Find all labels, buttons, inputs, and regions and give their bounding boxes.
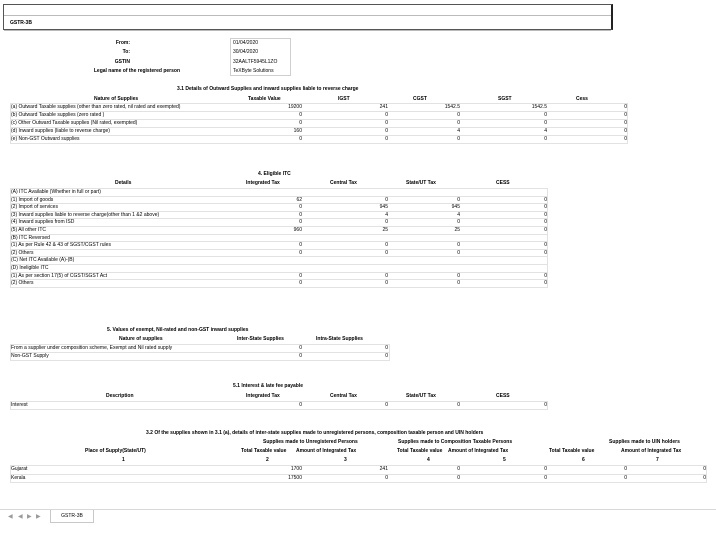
s32-cell[interactable]: 17500 bbox=[288, 474, 302, 481]
s51-header-central: Central Tax bbox=[330, 393, 357, 399]
s4-cell[interactable]: 0 bbox=[544, 211, 547, 218]
s5-cell[interactable]: 0 bbox=[299, 353, 302, 359]
s4-row-label: (D) Ineligible ITC bbox=[11, 265, 49, 271]
s31-row-label: (e) Non-GST Outward supplies bbox=[11, 136, 80, 142]
s4-cell[interactable]: 0 bbox=[544, 249, 547, 256]
s31-row-label: (d) Inward supplies (liable to reverse charge) bbox=[11, 128, 110, 134]
s31-header-taxable: Taxable Value bbox=[248, 96, 281, 102]
s32-colnum-6: 6 bbox=[582, 457, 585, 463]
section-5-title: 5. Values of exempt, Nil-rated and non-GST inward supplies bbox=[107, 327, 249, 333]
table-row bbox=[10, 352, 390, 361]
s31-header-igst: IGST bbox=[338, 96, 350, 102]
legal-name-value[interactable]: TeXByte Solutions bbox=[233, 68, 274, 74]
s31-cell[interactable]: 0 bbox=[457, 120, 460, 126]
s32-cell[interactable]: 0 bbox=[385, 474, 388, 481]
s4-cell[interactable]: 960 bbox=[293, 227, 302, 233]
s4-header-integrated: Integrated Tax bbox=[246, 180, 280, 186]
s4-cell[interactable]: 62 bbox=[296, 196, 302, 203]
s32-colnum-5: 5 bbox=[503, 457, 506, 463]
s4-cell[interactable]: 0 bbox=[457, 242, 460, 249]
table-row bbox=[10, 401, 548, 410]
s4-header-state: State/UT Tax bbox=[406, 180, 436, 186]
s4-cell[interactable]: 0 bbox=[457, 219, 460, 226]
s4-row-label: (B) ITC Reversed bbox=[11, 234, 50, 241]
s4-cell[interactable]: 0 bbox=[299, 204, 302, 211]
s32-colnum-2: 2 bbox=[266, 457, 269, 463]
first-sheet-icon[interactable]: ◀ bbox=[8, 514, 13, 520]
s4-cell[interactable]: 0 bbox=[385, 272, 388, 279]
s4-cell[interactable]: 945 bbox=[451, 204, 460, 211]
active-cell[interactable] bbox=[4, 15, 611, 31]
s32-cell[interactable]: 0 bbox=[457, 466, 460, 472]
header-value-box bbox=[230, 38, 291, 76]
s4-cell[interactable]: 0 bbox=[544, 280, 547, 287]
s4-cell[interactable]: 0 bbox=[457, 280, 460, 287]
s4-cell[interactable]: 0 bbox=[457, 249, 460, 256]
s31-cell[interactable]: 160 bbox=[293, 128, 302, 134]
s4-row-label: (A) ITC Available (Whether in full or part) bbox=[11, 189, 101, 195]
s32-colnum-3: 3 bbox=[344, 457, 347, 463]
s31-header-sgst: SGST bbox=[498, 96, 512, 102]
s31-row-label: (a) Outward Taxable supplies (other than zero rated, nil rated and exempted) bbox=[11, 104, 181, 110]
s4-row-label: (2) Others bbox=[11, 280, 34, 287]
s32-cell[interactable]: 1700 bbox=[290, 466, 302, 472]
to-label: To: bbox=[122, 49, 130, 55]
s4-cell[interactable]: 0 bbox=[299, 249, 302, 256]
s4-cell[interactable]: 0 bbox=[385, 249, 388, 256]
s31-cell[interactable]: 0 bbox=[624, 112, 627, 118]
section-3-1-title: 3.1 Details of Outward Supplies and inward supplies liable to reverse charge bbox=[177, 86, 359, 92]
from-label: From: bbox=[115, 40, 130, 46]
s5-header-intra: Intra-State Supplies bbox=[316, 336, 363, 342]
s32-sub-1: Amount of Integrated Tax bbox=[296, 448, 357, 454]
table-row bbox=[10, 135, 628, 144]
s4-row-label: (3) Inward supplies liable to reverse charge(other than 1 &2 above) bbox=[11, 211, 160, 218]
s31-header-cgst: CGST bbox=[413, 96, 427, 102]
s4-row-label: (4) Inward supplies from ISD bbox=[11, 219, 75, 226]
s4-cell[interactable]: 0 bbox=[457, 196, 460, 203]
sheet-name-box[interactable] bbox=[3, 4, 613, 30]
sheet-name-text: GSTR-3B bbox=[10, 20, 32, 26]
s32-cell[interactable]: 0 bbox=[624, 466, 627, 472]
s31-cell[interactable]: 0 bbox=[457, 112, 460, 118]
s5-header-nature: Nature of supplies bbox=[119, 336, 163, 342]
s31-cell[interactable]: 4 bbox=[457, 128, 460, 134]
s31-cell[interactable]: 19200 bbox=[288, 104, 302, 110]
s4-cell[interactable]: 0 bbox=[299, 242, 302, 249]
gstin-value[interactable]: 32AALTF5945L1ZO bbox=[233, 59, 278, 65]
s51-header-cess: CESS bbox=[496, 393, 510, 399]
s32-group-composition: Supplies made to Composition Taxable Persons bbox=[398, 439, 513, 445]
s31-cell[interactable]: 0 bbox=[457, 136, 460, 142]
s4-row-label: (1) As per Rule 42 & 43 of SGST/CGST rules bbox=[11, 242, 111, 249]
s4-header-cess: CESS bbox=[496, 180, 510, 186]
from-value[interactable]: 01/04/2020 bbox=[233, 40, 259, 46]
s4-cell[interactable]: 0 bbox=[299, 211, 302, 218]
s32-row-label: Kerala bbox=[11, 474, 26, 481]
gstin-label: GSTIN bbox=[114, 59, 130, 65]
s31-cell[interactable]: 4 bbox=[544, 128, 547, 134]
s4-cell[interactable]: 0 bbox=[544, 219, 547, 226]
s4-cell[interactable]: 25 bbox=[454, 227, 460, 233]
table-row bbox=[10, 279, 548, 288]
s31-cell[interactable]: 0 bbox=[544, 120, 547, 126]
s32-cell[interactable]: 0 bbox=[703, 474, 706, 481]
s5-row-label: Non-GST Supply bbox=[11, 353, 49, 359]
s4-cell[interactable]: 0 bbox=[385, 219, 388, 226]
s4-cell[interactable]: 4 bbox=[385, 211, 388, 218]
s32-cell[interactable]: 0 bbox=[544, 474, 547, 481]
sheet-tab-bar bbox=[0, 509, 716, 524]
s4-cell[interactable]: 0 bbox=[299, 219, 302, 226]
s31-row-label: (c) Other Outward Taxable supplies (Nil rated, exempted) bbox=[11, 120, 138, 126]
last-sheet-icon[interactable]: ▶ bbox=[36, 514, 41, 520]
legal-name-label: Legal name of the registered person bbox=[93, 68, 180, 74]
section-4-title: 4. Eligible ITC bbox=[258, 171, 291, 177]
s31-cell[interactable]: 0 bbox=[299, 120, 302, 126]
s51-cell[interactable]: 0 bbox=[299, 402, 302, 408]
s31-cell[interactable]: 0 bbox=[544, 112, 547, 118]
sheet-tab-gstr3b[interactable]: GSTR-3B bbox=[50, 510, 94, 523]
s4-cell[interactable]: 25 bbox=[382, 227, 388, 233]
s4-cell[interactable]: 0 bbox=[385, 196, 388, 203]
s31-cell[interactable]: 0 bbox=[299, 136, 302, 142]
s4-cell[interactable]: 945 bbox=[379, 204, 388, 211]
s32-colnum-7: 7 bbox=[656, 457, 659, 463]
s51-row-label: Interest bbox=[11, 402, 28, 408]
s31-cell[interactable]: 1542.5 bbox=[444, 104, 460, 110]
s31-cell[interactable]: 0 bbox=[385, 136, 388, 142]
s51-header-state: State/UT Tax bbox=[406, 393, 436, 399]
s5-cell[interactable]: 0 bbox=[385, 345, 388, 351]
s4-row-label: (1) Import of goods bbox=[11, 196, 54, 203]
s32-sub-3: Amount of Integrated Tax bbox=[448, 448, 509, 454]
prev-sheet-icon[interactable]: ◀ bbox=[18, 514, 23, 520]
s4-cell[interactable]: 0 bbox=[385, 242, 388, 249]
s51-cell[interactable]: 0 bbox=[385, 402, 388, 408]
s4-row-label: (2) Import of services bbox=[11, 204, 58, 211]
s4-cell[interactable]: 0 bbox=[544, 227, 547, 233]
s31-row-label: (b) Outward Taxable supplies (zero rated ) bbox=[11, 112, 105, 118]
s31-cell[interactable]: 0 bbox=[299, 112, 302, 118]
s4-cell[interactable]: 0 bbox=[385, 280, 388, 287]
next-sheet-icon[interactable]: ▶ bbox=[27, 514, 32, 520]
table-row bbox=[10, 474, 707, 484]
s32-cell[interactable]: 0 bbox=[624, 474, 627, 481]
s5-cell[interactable]: 0 bbox=[299, 345, 302, 351]
s51-cell[interactable]: 0 bbox=[457, 402, 460, 408]
s32-cell[interactable]: 0 bbox=[544, 466, 547, 472]
s51-header-integrated: Integrated Tax bbox=[246, 393, 280, 399]
s31-cell[interactable]: 0 bbox=[385, 112, 388, 118]
s4-cell[interactable]: 0 bbox=[457, 272, 460, 279]
s31-cell[interactable]: 1542.5 bbox=[531, 104, 547, 110]
s31-cell[interactable]: 0 bbox=[624, 104, 627, 110]
s32-group-unregistered: Supplies made to Unregistered Persons bbox=[263, 439, 358, 445]
s4-cell[interactable]: 0 bbox=[544, 196, 547, 203]
s51-header-description: Description bbox=[106, 393, 134, 399]
s32-cell[interactable]: 0 bbox=[703, 466, 706, 472]
s5-cell[interactable]: 0 bbox=[385, 353, 388, 359]
s31-header-cess: Cess bbox=[576, 96, 588, 102]
s4-row-label: (C) Net ITC Available (A)-(B) bbox=[11, 257, 75, 264]
s31-cell[interactable]: 0 bbox=[624, 136, 627, 142]
s32-colnum-1: 1 bbox=[122, 457, 125, 463]
s5-row-label: From a supplier under composition scheme, Exempt and Nil rated supply bbox=[11, 345, 173, 351]
s4-row-label: (1) As per section 17(5) of CGST/SGST Act bbox=[11, 272, 108, 279]
s32-cell[interactable]: 0 bbox=[457, 474, 460, 481]
s5-header-inter: Inter-State Supplies bbox=[237, 336, 284, 342]
s32-sub-5: Amount of Integrated Tax bbox=[621, 448, 682, 454]
s32-sub-4: Total Taxable value bbox=[549, 448, 595, 454]
s4-cell[interactable]: 0 bbox=[299, 272, 302, 279]
s31-header-nature: Nature of Supplies bbox=[94, 96, 139, 102]
section-3-2-title: 3.2 Of the supplies shown in 3.1 (a), details of inter-state supplies made to unregistered persons, composition taxable person and UIN holders bbox=[146, 430, 484, 436]
s32-header-place: Place of Supply(State/UT) bbox=[85, 448, 146, 454]
s31-cell[interactable]: 0 bbox=[385, 128, 388, 134]
s51-cell[interactable]: 0 bbox=[544, 402, 547, 408]
s31-cell[interactable]: 241 bbox=[379, 104, 388, 110]
s4-cell[interactable]: 0 bbox=[544, 204, 547, 211]
s4-cell[interactable]: 0 bbox=[544, 242, 547, 249]
s32-cell[interactable]: 241 bbox=[379, 466, 388, 472]
s4-header-details: Details bbox=[115, 180, 132, 186]
s4-cell[interactable]: 0 bbox=[544, 272, 547, 279]
s4-row-label: (5) All other ITC bbox=[11, 227, 47, 233]
s32-row-label: Gujarat bbox=[11, 466, 28, 472]
s31-cell[interactable]: 0 bbox=[385, 120, 388, 126]
s4-cell[interactable]: 4 bbox=[457, 211, 460, 218]
s32-group-uin: Supplies made to UIN holders bbox=[609, 439, 680, 445]
s31-cell[interactable]: 0 bbox=[624, 120, 627, 126]
to-value[interactable]: 30/04/2020 bbox=[233, 49, 259, 55]
s31-cell[interactable]: 0 bbox=[544, 136, 547, 142]
s4-cell[interactable]: 0 bbox=[299, 280, 302, 287]
s32-colnum-4: 4 bbox=[427, 457, 430, 463]
s31-cell[interactable]: 0 bbox=[624, 128, 627, 134]
section-5-1-title: 5.1 Interest & late fee payable bbox=[233, 383, 304, 389]
s4-row-label: (2) Others bbox=[11, 249, 34, 256]
s32-sub-2: Total Taxable value bbox=[397, 448, 443, 454]
s4-header-central: Central Tax bbox=[330, 180, 357, 186]
s32-sub-0: Total Taxable value bbox=[241, 448, 287, 454]
